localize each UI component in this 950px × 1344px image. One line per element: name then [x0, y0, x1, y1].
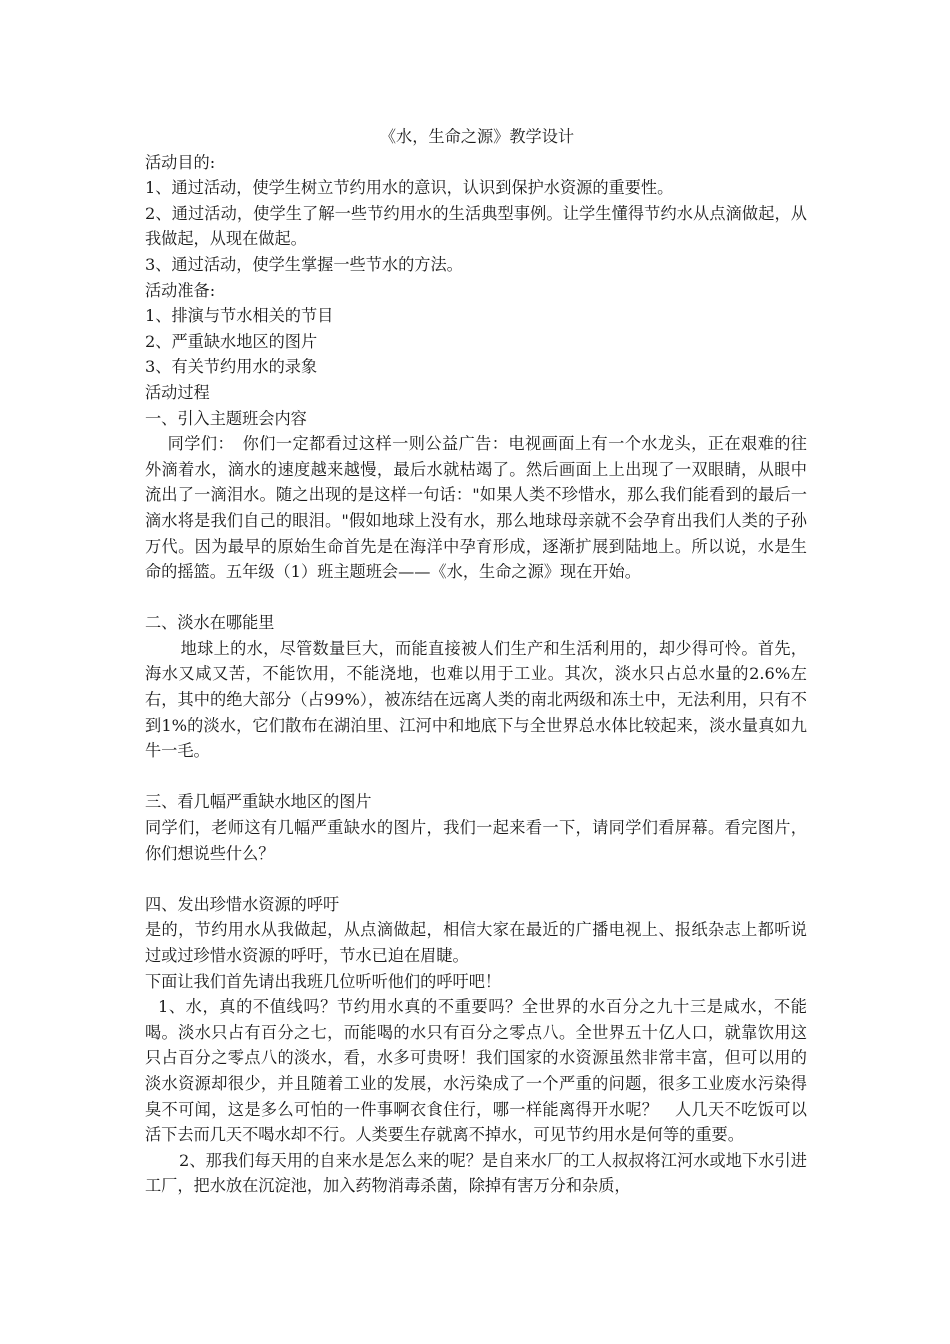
- appeal-paragraph: 1、水，真的不值线吗？节约用水真的不重要吗？全世界的水百分之九十三是咸水，不能喝。淡水只占有百分之七，而能喝的水只有百分之零点八。全世界五十亿人口，就靠饮用这只占百分之零点八的淡水，看，水多可贵呀！我们国家的水资源虽然非常丰富，但可以用的淡水资源却很少，并且随着工业的发展，水污染成了一个严重的问题，很多工业废水污染得臭不可闻，这是多么可怕的一件事啊衣食住行，哪一样能离得开水呢？ 人几天不吃饭可以活下去而几天不喝水却不行。人类要生存就离不掉水，可见节约用水是何等的重要。: [145, 997, 807, 1145]
- objective-item: 1、通过活动，使学生树立节约用水的意识，认识到保护水资源的重要性。: [145, 178, 674, 198]
- section-body: 同学们： 你们一定都看过这样一则公益广告：电视画面上有一个水龙头，正在艰难的往外滴着水，滴水的速度越来越慢，最后水就枯竭了。然后画面上上出现了一双眼睛，从眼中流出了一滴泪水。随之出现的是这样一句话："如果人类不珍惜水，那么我们能看到的最后一滴水将是我们自己的眼泪。"假如地球上没有水，那么地球母亲就不会孕育出我们人类的子孙万代。因为最早的原始生命首先是在海洋中孕育形成，逐渐扩展到陆地上。所以说，水是生命的摇篮。五年级（1）班主题班会——《水，生命之源》现在开始。: [145, 434, 807, 582]
- objective-item: 3、通过活动，使学生掌握一些节水的方法。: [145, 254, 463, 274]
- section-body: 同学们，老师这有几幅严重缺水的图片，我们一起来看一下，请同学们看屏幕。看完图片，你们想说些什么？: [145, 818, 807, 863]
- objective-item: 2、通过活动，使学生了解一些节约用水的生活典型事例。让学生懂得节约水从点滴做起，从我做起，从现在做起。: [145, 203, 807, 249]
- section-body: 地球上的水，尽管数量巨大，而能直接被人们生产和生活利用的，却少得可怜。首先，海水又咸又苦，不能饮用，不能浇地，也难以用于工业。其次，淡水只占总水量的2.6%左右，其中的绝大部分（占99%），被冻结在远离人类的南北两级和冻土中，无法利用，只有不到1%的淡水，它们散布在湖泊里、江河中和地底下与全世界总水体比较起来，淡水量真如九牛一毛。: [145, 638, 807, 761]
- preparation-item: 3、有关节约用水的录象: [145, 357, 318, 377]
- spacer: [145, 866, 807, 892]
- document-title: 《水，生命之源》教学设计: [379, 127, 575, 146]
- section-body: 是的，节约用水从我做起，从点滴做起，相信大家在最近的广播电视上、报纸杂志上都听说过或过珍惜水资源的呼吁，节水已迫在眉睫。: [145, 920, 807, 965]
- section-heading: 二、淡水在哪能里: [145, 613, 275, 633]
- section-body: 下面让我们首先请出我班几位听听他们的呼吁吧！: [145, 971, 502, 991]
- section-heading: 三、看几幅严重缺水地区的图片: [145, 792, 372, 812]
- section-heading: 一、引入主题班会内容: [145, 408, 307, 428]
- spacer: [145, 585, 807, 611]
- appeal-paragraph: 2、那我们每天用的自来水是怎么来的呢？是自来水厂的工人叔叔将江河水或地下水引进工厂，把水放在沉淀池，加入药物消毒杀菌，除掉有害万分和杂质，: [145, 1150, 807, 1196]
- objectives-heading: 活动目的:: [145, 152, 216, 172]
- process-heading: 活动过程: [145, 382, 210, 402]
- preparation-item: 2、严重缺水地区的图片: [145, 331, 318, 351]
- preparation-item: 1、排演与节水相关的节目: [145, 306, 334, 326]
- spacer: [145, 764, 807, 790]
- section-heading: 四、发出珍惜水资源的呼吁: [145, 894, 340, 914]
- preparation-heading: 活动准备:: [145, 280, 216, 300]
- document-page: [145, 124, 807, 1199]
